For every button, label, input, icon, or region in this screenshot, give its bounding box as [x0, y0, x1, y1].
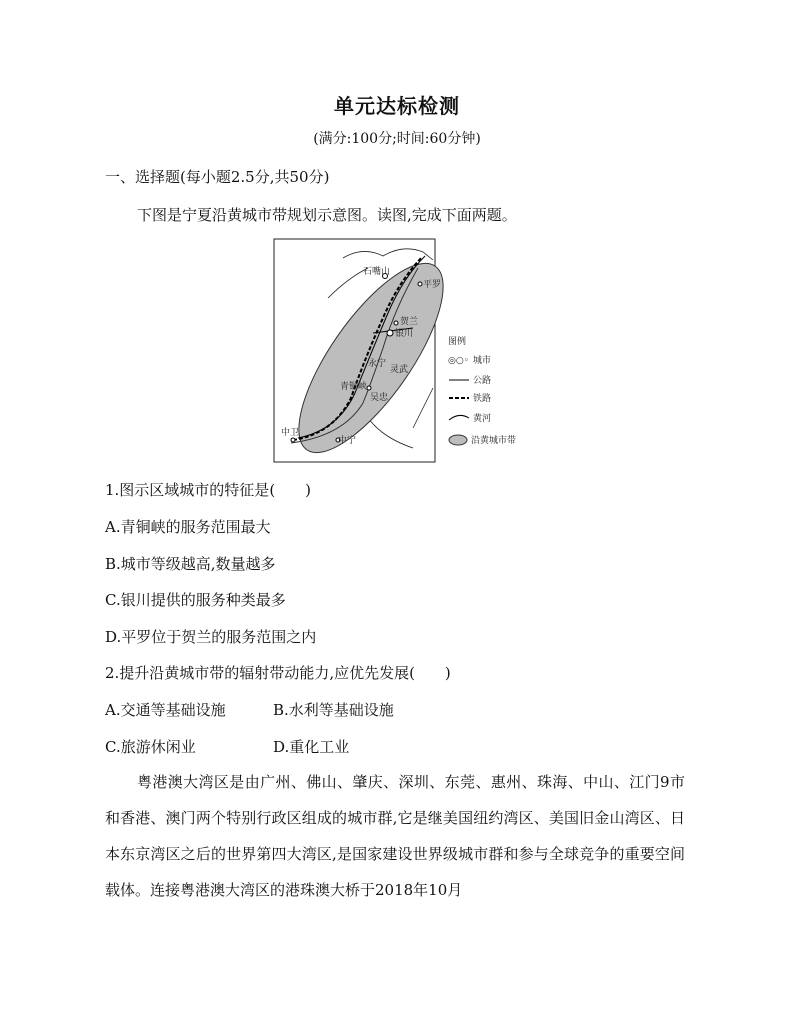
legend-road: 公路	[473, 376, 492, 386]
question-1-option-d: D.平罗位于贺兰的服务范围之内	[105, 628, 317, 646]
legend-symbol-belt	[449, 435, 467, 445]
question-1-option-c: C.银川提供的服务种类最多	[105, 591, 286, 609]
label-lingwu: 灵武	[390, 365, 409, 375]
question-1-option-b: B.城市等级越高,数量越多	[105, 555, 276, 573]
label-zhongwei: 中卫	[281, 428, 300, 438]
section-heading: 一、选择题(每小题2.5分,共50分)	[105, 168, 330, 186]
question-2-option-b: B.水利等基础设施	[273, 701, 394, 719]
intro-text: 下图是宁夏沿黄城市带规划示意图。读图,完成下面两题。	[137, 206, 517, 224]
legend-river: 黄河	[473, 414, 492, 424]
label-pingluo: 平罗	[423, 280, 442, 290]
legend-city: 城市	[473, 356, 492, 366]
page-title: 单元达标检测	[334, 94, 460, 118]
question-1-option-a: A.青铜峡的服务范围最大	[105, 518, 271, 536]
label-qingtongxia: 青铜峡	[340, 382, 368, 392]
map-svg	[273, 238, 535, 464]
legend-symbol-city: ◎○◦	[448, 356, 470, 366]
legend-symbol-river	[449, 415, 469, 420]
legend-belt: 沿黄城市带	[471, 436, 517, 446]
question-2-stem: 2.提升沿黄城市带的辐射带动能力,应优先发展( )	[105, 664, 451, 682]
label-zhongning: 中宁	[338, 436, 357, 446]
question-2-option-d: D.重化工业	[273, 738, 350, 756]
city-yinchuan	[387, 330, 393, 336]
question-2-option-c: C.旅游休闲业	[105, 738, 196, 756]
city-pingluo	[418, 282, 422, 286]
ningxia-map-figure	[273, 238, 535, 464]
label-helan: 贺兰	[400, 317, 419, 327]
reading-passage: 粤港澳大湾区是由广州、佛山、肇庆、深圳、东莞、惠州、珠海、中山、江门9市和香港、澳门两个特别行政区组成的城市群,它是继美国纽约湾区、美国旧金山湾区、日本东京湾区之后的世界第四大湾区,是国家建设世界级城市群和参与全球竞争的重要空间载体。连接粤港澳大湾区的港珠澳大桥于2018年10月	[105, 773, 685, 899]
city-qingtongxia	[367, 386, 371, 390]
question-1-stem: 1.图示区域城市的特征是( )	[105, 481, 312, 499]
label-yinchuan: 银川	[395, 329, 414, 339]
label-wuzhong: 吴忠	[370, 393, 389, 403]
legend-title: 图例	[448, 337, 467, 347]
label-yongning: 永宁	[368, 359, 387, 369]
exam-info: (满分:100分;时间:60分钟)	[313, 131, 481, 147]
city-helan	[394, 321, 398, 325]
legend-rail: 铁路	[473, 394, 492, 404]
question-2-option-a: A.交通等基础设施	[105, 701, 226, 719]
city-zhongwei	[291, 438, 295, 442]
label-shizuishan: 石嘴山	[363, 267, 391, 277]
